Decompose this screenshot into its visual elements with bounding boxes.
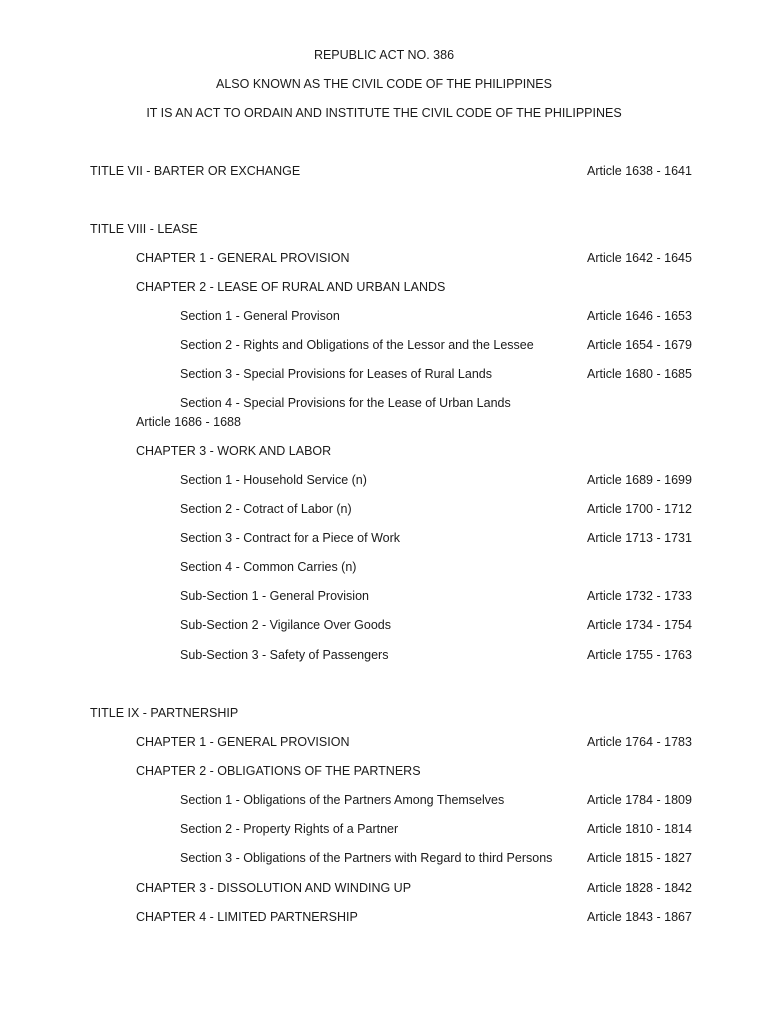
toc-entry-chapter — [0, 251, 768, 269]
entry-label: Section 2 - Rights and Obligations of the Lessor and the Lessee — [180, 338, 534, 352]
toc-entry-subsection — [0, 648, 768, 666]
entry-label: CHAPTER 3 - WORK AND LABOR — [136, 444, 332, 458]
entry-label: CHAPTER 3 - DISSOLUTION AND WINDING UP — [136, 881, 412, 895]
entry-article-range: Article 1713 - 1731 — [587, 531, 692, 545]
entry-label: Section 3 - Contract for a Piece of Work — [180, 531, 401, 545]
toc-entry-chapter — [0, 735, 768, 753]
entry-label: Section 2 - Property Rights of a Partner — [180, 822, 399, 836]
entry-article-range: Article 1646 - 1653 — [587, 309, 692, 323]
entry-label: TITLE IX - PARTNERSHIP — [90, 706, 239, 720]
toc-entry-title-viii — [0, 222, 768, 240]
toc-entry-title-vii — [0, 164, 768, 182]
entry-article-range: Article 1689 - 1699 — [587, 473, 692, 487]
toc-entry-section — [0, 531, 768, 549]
entry-article-range: Article 1732 - 1733 — [587, 589, 692, 603]
entry-article-range: Article 1784 - 1809 — [587, 793, 692, 807]
entry-article-range: Article 1734 - 1754 — [587, 618, 692, 632]
entry-article-range: Article 1638 - 1641 — [587, 164, 692, 178]
entry-label: Section 1 - Household Service (n) — [180, 473, 367, 487]
entry-label: TITLE VII - BARTER OR EXCHANGE — [90, 164, 301, 178]
entry-article-range: Article 1654 - 1679 — [587, 338, 692, 352]
toc-entry-section — [0, 367, 768, 385]
toc-entry-subsection — [0, 618, 768, 636]
entry-article-range: Article 1810 - 1814 — [587, 822, 692, 836]
entry-label: Section 4 - Special Provisions for the Lease of Urban Lands — [180, 396, 511, 410]
entry-article-range: Article 1815 - 1827 — [587, 851, 692, 865]
entry-label: CHAPTER 2 - OBLIGATIONS OF THE PARTNERS — [136, 764, 421, 778]
entry-label: Section 3 - Obligations of the Partners with Regard to third Persons — [180, 851, 553, 865]
document-title: REPUBLIC ACT NO. 386 — [313, 48, 455, 62]
toc-entry-section — [0, 793, 768, 811]
entry-label: Section 1 - General Provison — [180, 309, 340, 323]
entry-label: Section 3 - Special Provisions for Leases of Rural Lands — [180, 367, 492, 381]
toc-entry-section — [0, 822, 768, 840]
toc-entry-section — [0, 502, 768, 520]
toc-entry-subsection — [0, 589, 768, 607]
toc-entry-chapter — [0, 764, 768, 782]
entry-article-range: Article 1700 - 1712 — [587, 502, 692, 516]
entry-label: Article 1686 - 1688 — [136, 415, 241, 429]
toc-entry-section — [0, 851, 768, 869]
entry-article-range: Article 1680 - 1685 — [587, 367, 692, 381]
toc-entry-section — [0, 338, 768, 356]
entry-article-range: Article 1843 - 1867 — [587, 910, 692, 924]
toc-entry-chapter — [0, 881, 768, 899]
toc-entry-section — [0, 473, 768, 491]
toc-entry-wrapped-article — [0, 415, 768, 433]
entry-label: Sub-Section 1 - General Provision — [180, 589, 369, 603]
entry-label: Sub-Section 3 - Safety of Passengers — [180, 648, 389, 662]
document-subtitle: ALSO KNOWN AS THE CIVIL CODE OF THE PHILIPPINES — [216, 77, 552, 91]
toc-entry-chapter — [0, 910, 768, 928]
entry-label: Section 4 - Common Carries (n) — [180, 560, 357, 574]
entry-label: CHAPTER 1 - GENERAL PROVISION — [136, 251, 350, 265]
entry-label: Section 1 - Obligations of the Partners Among Themselves — [180, 793, 505, 807]
entry-label: Sub-Section 2 - Vigilance Over Goods — [180, 618, 391, 632]
entry-label: CHAPTER 2 - LEASE OF RURAL AND URBAN LANDS — [136, 280, 446, 294]
entry-label: Section 2 - Cotract of Labor (n) — [180, 502, 352, 516]
document-description: IT IS AN ACT TO ORDAIN AND INSTITUTE THE CIVIL CODE OF THE PHILIPPINES — [146, 106, 622, 120]
entry-article-range: Article 1755 - 1763 — [587, 648, 692, 662]
toc-entry-section — [0, 560, 768, 578]
entry-article-range: Article 1642 - 1645 — [587, 251, 692, 265]
entry-label: CHAPTER 1 - GENERAL PROVISION — [136, 735, 350, 749]
toc-entry-chapter — [0, 280, 768, 298]
entry-article-range: Article 1828 - 1842 — [587, 881, 692, 895]
toc-entry-section — [0, 309, 768, 327]
entry-label: TITLE VIII - LEASE — [90, 222, 198, 236]
toc-entry-title-ix — [0, 706, 768, 724]
entry-label: CHAPTER 4 - LIMITED PARTNERSHIP — [136, 910, 358, 924]
entry-article-range: Article 1764 - 1783 — [587, 735, 692, 749]
toc-entry-section — [0, 396, 768, 414]
toc-entry-chapter — [0, 444, 768, 462]
